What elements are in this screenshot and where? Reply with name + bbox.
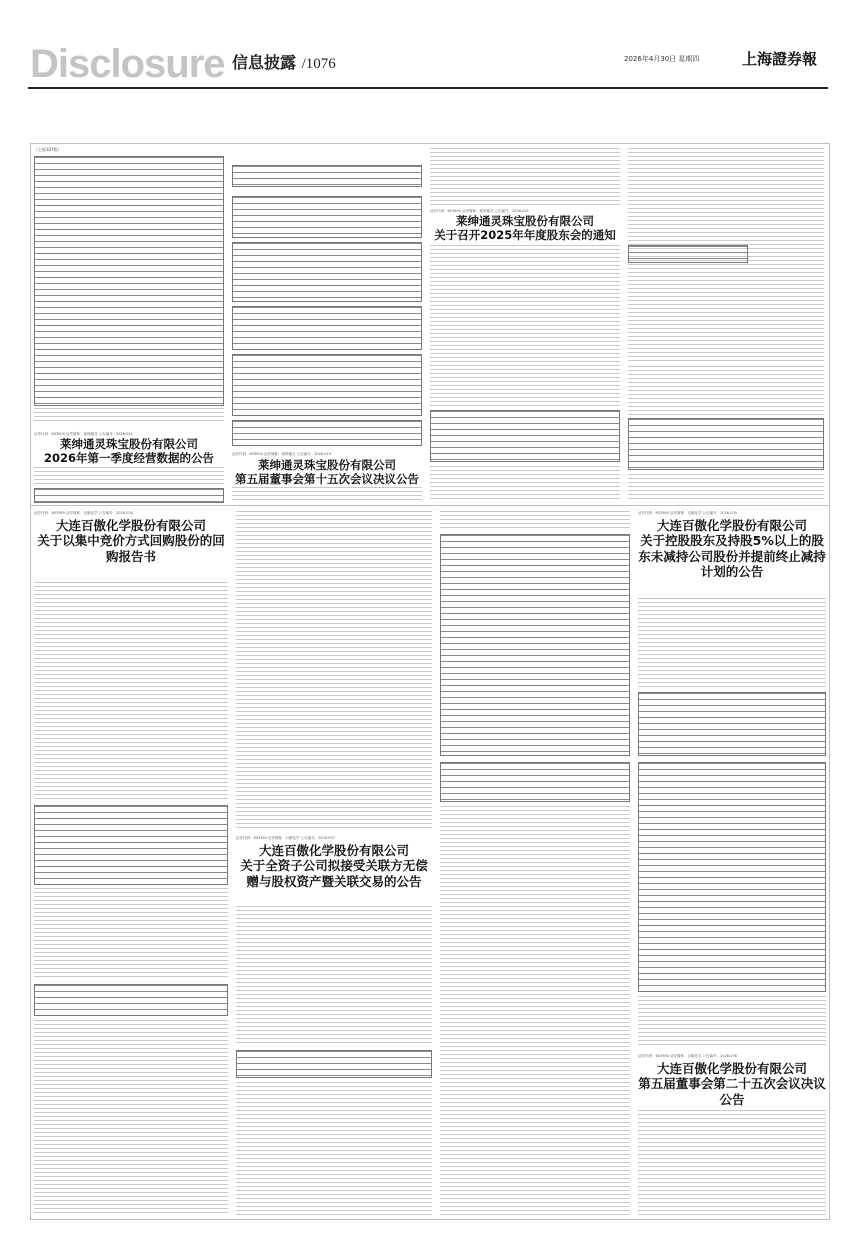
company-name: 大连百傲化学股份有限公司 <box>55 518 206 533</box>
company-name: 莱绅通灵珠宝股份有限公司 <box>456 214 594 228</box>
announcement-title: 关于召开2025年年度股东会的通知 <box>434 228 616 243</box>
masthead-word: Disclosure <box>30 42 225 86</box>
announcement-meta-top-left: 证券代码：603900 证券简称：莱绅通灵 公告编号：2026-021 <box>34 432 133 436</box>
frame-divider <box>30 505 830 506</box>
announcement-meta-bottom-mid: 证券代码：603360 证券简称：百傲化学 公告编号：2026-037 <box>236 836 335 840</box>
body-text-bottom-cr-b <box>440 806 630 1216</box>
announcement-title-bottom-right-bottom <box>638 1061 826 1107</box>
announcement-title-top-mid <box>232 458 422 486</box>
financial-table-mid-1 <box>232 165 422 187</box>
announcement-title: 第五届董事会第十五次会议决议公告 <box>235 472 419 487</box>
body-text-bottom-mid-b <box>236 906 432 1046</box>
company-name: 大连百傲化学股份有限公司 <box>258 843 409 858</box>
body-text-bottom-mid-a <box>236 511 432 831</box>
section-title <box>232 50 336 73</box>
financial-table-mid-5 <box>232 354 422 416</box>
proxy-footer <box>628 474 824 502</box>
reduction-plan-table <box>638 762 826 992</box>
body-text-top-right-c <box>430 466 620 502</box>
financial-table-mid-6 <box>232 420 422 446</box>
continued-label: （上接107版） <box>34 147 62 152</box>
agenda-table-top-right <box>430 410 620 462</box>
body-text-bottom-right-b <box>638 996 826 1048</box>
announcement-meta-bottom-left: 证券代码：603360 证券简称：百傲化学 公告编号：2026-034 <box>34 511 133 515</box>
announcement-title: 2026年第一季度经营数据的公告 <box>43 451 214 466</box>
financial-table-mid-4 <box>232 306 422 350</box>
masthead-rule <box>28 87 828 89</box>
announcement-meta-top-mid: 证券代码：603900 证券简称：莱绅通灵 公告编号：2026-019 <box>232 452 331 456</box>
announcement-meta-top-right: 证券代码：603900 证券简称：莱绅通灵 公告编号：2026-021 <box>430 209 529 213</box>
announcement-title-bottom-mid <box>236 843 432 889</box>
financial-table-left <box>34 156 224 406</box>
announcement-title: 第五届董事会第二十五次会议决议公告 <box>638 1076 826 1107</box>
proxy-text <box>628 366 824 416</box>
body-text-bottom-mid-c <box>236 1082 432 1216</box>
announcement-meta-bottom-right-bottom: 证券代码：603360 证券简称：百傲化学 公告编号：2026-036 <box>638 1054 737 1058</box>
repurchase-table <box>34 805 228 885</box>
asset-table <box>236 1050 432 1078</box>
shareholder-table <box>638 692 826 756</box>
registration-table <box>628 245 748 263</box>
body-text-top-right-a <box>430 148 620 206</box>
announcement-title-bottom-left <box>34 518 228 564</box>
body-text-bottom-right-c <box>638 1110 826 1216</box>
company-name: 大连百傲化学股份有限公司 <box>656 1061 807 1076</box>
body-text-top-left <box>34 467 224 487</box>
newspaper-logo: 上海證券報 <box>742 50 818 68</box>
company-name: 莱绅通灵珠宝股份有限公司 <box>60 437 198 451</box>
table-note-left <box>34 408 224 422</box>
announcement-title: 关于全资子公司拟接受关联方无偿赠与股权资产暨关联交易的公告 <box>240 858 428 889</box>
announcement-title-bottom-right-top <box>638 518 826 579</box>
proxy-table <box>628 418 824 470</box>
announcement-title-top-right <box>430 214 620 242</box>
announcement-title-top-left <box>34 437 224 465</box>
announcement-meta-bottom-right-top: 证券代码：603360 证券简称：百傲化学 公告编号：2026-035 <box>638 511 737 515</box>
masthead <box>28 38 828 86</box>
announcement-title: 关于以集中竞价方式回购股份的回购报告书 <box>37 533 225 564</box>
page-number: /1076 <box>301 56 336 72</box>
body-text-top-mid <box>232 487 422 503</box>
body-text-bottom-left-b <box>34 888 228 980</box>
subsidiary-table <box>440 534 630 756</box>
company-name: 莱绅通灵珠宝股份有限公司 <box>258 458 396 472</box>
body-text-top-right-b <box>430 245 620 407</box>
data-table-top-left-small <box>34 488 224 503</box>
issue-date: 2026年4月30日 星期四 <box>624 55 700 63</box>
financial-table-mid-2 <box>232 196 422 238</box>
company-name: 大连百傲化学股份有限公司 <box>656 518 807 533</box>
section-name: 信息披露 <box>232 53 297 72</box>
financial-summary-table <box>440 762 630 802</box>
shareholding-table <box>34 984 228 1016</box>
body-text-bottom-cr-a <box>440 511 630 531</box>
announcement-title: 关于控股股东及持股5%以上的股东未减持公司股份并提前终止减持计划的公告 <box>638 533 826 579</box>
body-text-bottom-left-a <box>34 582 228 802</box>
body-text-bottom-right-a <box>638 598 826 688</box>
body-text-bottom-left-c <box>34 1020 228 1216</box>
financial-table-mid-3 <box>232 242 422 302</box>
